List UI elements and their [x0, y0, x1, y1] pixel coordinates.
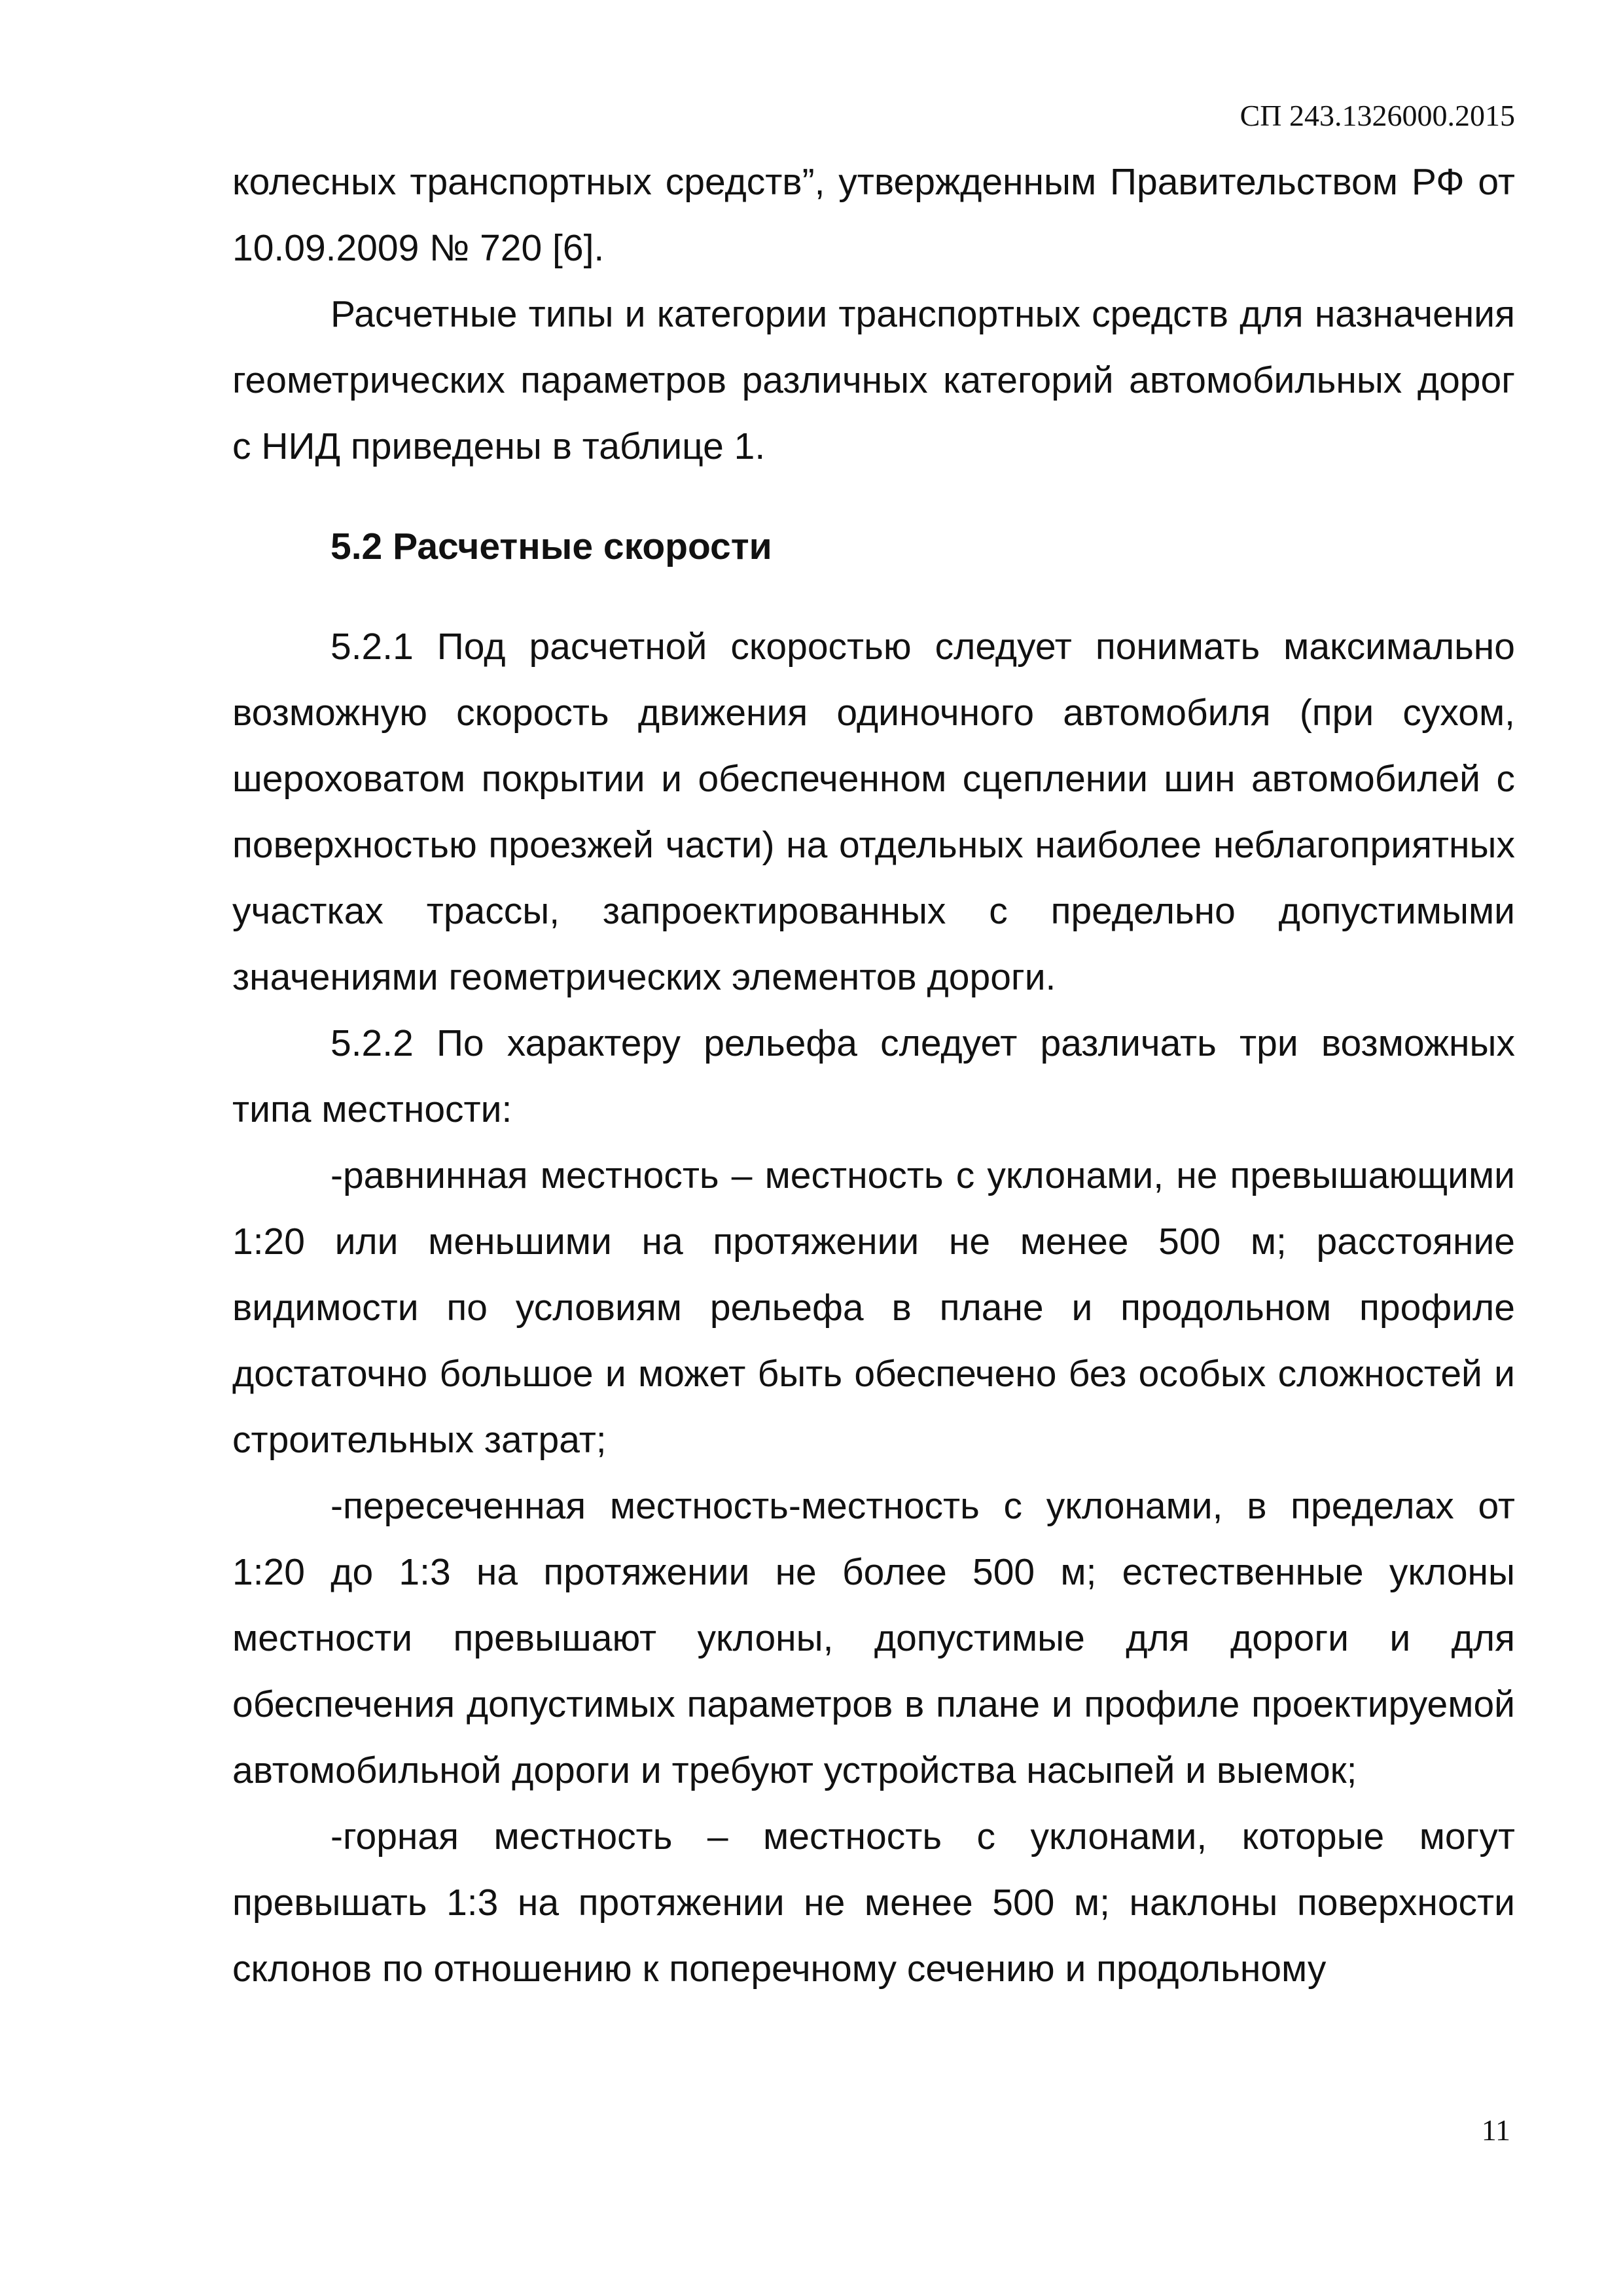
paragraph-rough-terrain: -пересеченная местность-местность с уклонами, в пределах от 1:20 до 1:3 на протяжении не более 500 м; естественные уклоны местности превышают уклоны, допустимые для дороги и для обеспечения допустимых параметров в плане и профиле проектируемой автомобильной дороги и требуют устройства насыпей и выемок; [232, 1485, 1515, 1791]
paragraph-flat-terrain: -равнинная местность – местность с уклонами, не превышающими 1:20 или меньшими на протяжении не менее 500 м; расстояние видимости по условиям рельефа в плане и продольном профиле достаточно большое и может быть обеспечено без особых сложностей и строительных затрат; [232, 1155, 1515, 1461]
paragraph-intro-continuation: колесных транспортных средств”, утвержденным Правительством РФ от 10.09.2009 № 720 [6]. [232, 161, 1515, 269]
document-code: СП 243.1326000.2015 [1240, 99, 1515, 132]
body-text [232, 149, 1515, 2002]
paragraph-5-2-2: 5.2.2 По характеру рельефа следует различать три возможных типа местности: [232, 1022, 1515, 1130]
paragraph-5-2-1: 5.2.1 Под расчетной скоростью следует понимать максимально возможную скорость движения одиночного автомобиля (при сухом, шероховатом покрытии и обеспеченном сцеплении шин автомобилей с поверхностью проезжей части) на отдельных наиболее неблагоприятных участках трассы, запроектированных с предельно допустимыми значениями геометрических элементов дороги. [232, 626, 1515, 998]
section-heading: 5.2 Расчетные скорости [330, 526, 772, 567]
page-number: 11 [1481, 2113, 1510, 2147]
paragraph-design-types: Расчетные типы и категории транспортных средств для назначения геометрических параметров различных категорий автомобильных дорог с НИД приведены в таблице 1. [232, 293, 1515, 467]
paragraph-mountain-terrain: -горная местность – местность с уклонами, которые могут превышать 1:3 на протяжении не менее 500 м; наклоны поверхности склонов по отношению к поперечному сечению и продольному [232, 1816, 1515, 1990]
